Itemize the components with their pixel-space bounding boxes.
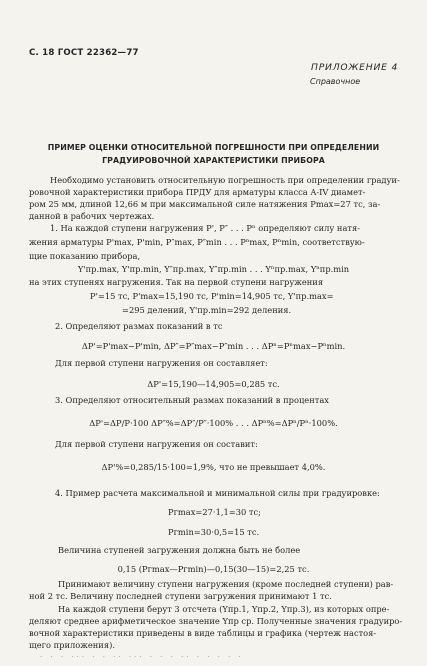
section-title-line-1: ПРИМЕР ОЦЕНКИ ОТНОСИТЕЛЬНОЙ ПОГРЕШНОСТИ ПРИ ОПРЕДЕЛЕНИИ — [47, 143, 380, 152]
footer-dots: . . . ... . . .. ... . . . .. . . . . . — [40, 651, 244, 659]
section-title-line-2: ГРАДУИРОВОЧНОЙ ХАРАКТЕРИСТИКИ ПРИБОРА — [102, 156, 325, 165]
closing-line-3: На каждой ступени берут 3 отсчета (Yпр.1, Yпр.2, Yпр.3), из которых опре- — [58, 604, 390, 614]
step3-heading: 3. Определяют относительный размах показаний в процентах — [55, 395, 329, 405]
step1-values-2: =295 делений, Y'пр.min=292 деления. — [122, 305, 292, 315]
page-header: С. 18 ГОСТ 22362—77 — [29, 48, 139, 58]
step2-result: ΔP'=15,190—14,905=0,285 тс. — [147, 379, 280, 389]
appendix-note: Справочное — [310, 77, 361, 86]
step4-result: 0,15 (Pгmax—Pгmin)—0,15(30—15)=2,25 тс. — [117, 564, 310, 574]
closing-line-2: ной 2 тс. Величину последней ступени загружения принимают 1 тс. — [29, 591, 332, 601]
step1-formula: Y'пр.max, Y'пр.min, Y″пр.max, Y″пр.min . . . Yⁿпр.max, Yⁿпр.min — [77, 264, 350, 274]
intro-line-1: Необходимо установить относительную погрешность при определении градуи- — [50, 175, 400, 185]
step3-result: ΔP'%=0,285/15·100=1,9%, что не превышает 4,0%. — [101, 462, 326, 472]
step1-line-2: жения арматуры P'max, P'min, P″max, P″min . . . Pⁿmax, Pⁿmin, соответствую- — [29, 237, 365, 247]
closing-line-5: вочной характеристики приведены в виде таблицы и графика (чертеж настоя- — [29, 628, 377, 638]
intro-line-4: данной в рабочих чертежах. — [29, 211, 155, 221]
step3-lead: Для первой ступени нагружения он составит: — [55, 439, 258, 449]
step2-formula: ΔP'=P'max−P'min, ΔP″=P″max−P″min . . . ΔPⁿ=Pⁿmax−Pⁿmin. — [81, 341, 346, 351]
step4-formula-max: Pгmax=27·1,1=30 тс; — [168, 507, 261, 517]
step1-line-1: 1. На каждой ступени нагружения P', P″ . . . Pⁿ определяют силу натя- — [50, 223, 361, 233]
step1-line-3: щие показанию прибора, — [29, 251, 141, 261]
step3-formula: ΔP'=ΔP/P·100 ΔP″%=ΔP″/P″·100% . . . ΔPⁿ%=ΔPⁿ/Pⁿ·100%. — [89, 418, 338, 428]
step4-lead: Величина ступеней загружения должна быть не более — [58, 545, 301, 555]
step1-values-1: P'=15 тс, P'max=15,190 тс, P'min=14,905 тс, Y'пр.max= — [90, 291, 334, 301]
step2-heading: 2. Определяют размах показаний в тс — [55, 321, 223, 331]
closing-line-4: деляют среднее арифметическое значение Yпр ср. Полученные значения градуиро- — [29, 616, 403, 626]
step4-formula-min: Pгmin=30·0,5=15 тс. — [168, 527, 260, 537]
intro-line-3: ром 25 мм, длиной 12,66 м при максимальной силе натяжения Pmax=27 тс, за- — [29, 199, 381, 209]
closing-line-6: щего приложения). — [29, 640, 115, 650]
closing-line-1: Принимают величину ступени нагружения (кроме последней ступени) рав- — [58, 579, 394, 589]
step4-heading: 4. Пример расчета максимальной и минимальной силы при градуировке: — [55, 488, 380, 498]
appendix-title: ПРИЛОЖЕНИЕ 4 — [311, 62, 399, 73]
intro-line-2: ровочной характеристики прибора ПРДУ для арматуры класса A-IV диамет- — [29, 187, 366, 197]
step1-line-5: на этих ступенях нагружения. Так на первой ступени нагружения — [29, 277, 324, 287]
step2-lead: Для первой ступени нагружения он составляет: — [55, 358, 268, 368]
